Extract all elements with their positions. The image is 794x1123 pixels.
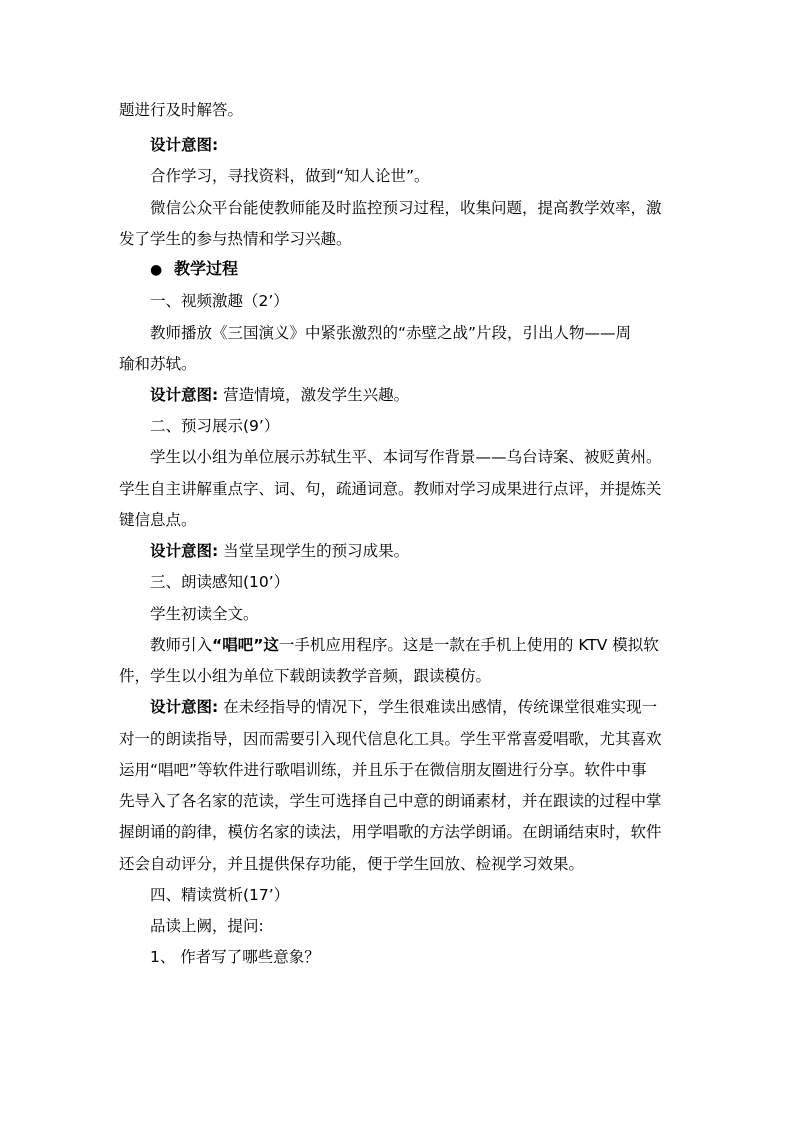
paragraph-text: 教师引入 (150, 636, 213, 654)
subsection-title: 一、视频激趣（2’） (150, 292, 289, 310)
design-intent-line (150, 697, 680, 717)
paragraph-line: 键信息点。 (119, 511, 197, 529)
paragraph-line: 学生自主讲解重点字、词、句，疏通词意。教师对学习成果进行点评，并提炼关 (119, 480, 662, 498)
design-intent-label: 设计意图: (150, 542, 219, 560)
subsection-title: 二、预习展示(9’） (150, 417, 280, 435)
design-intent-text: 当堂呈现学生的预习成果。 (218, 542, 410, 560)
design-intent-label: 设计意图: (150, 698, 219, 716)
design-intent-line (150, 385, 680, 405)
section-heading: 教学过程 (174, 259, 239, 278)
paragraph-line: 合作学习，寻找资料，做到“知人论世”。 (150, 167, 430, 185)
design-intent-text: 营造情境，激发学生兴趣。 (218, 386, 410, 404)
paragraph-line (150, 635, 680, 655)
paragraph-line: 还会自动评分，并且提供保存功能，便于学生回放、检视学习效果。 (119, 855, 585, 873)
subsection-title: 三、朗读感知(10’） (150, 573, 290, 591)
paragraph-line: 教师播放《三国演义》中紧张激烈的“赤壁之战”片段，引出人物——周 (150, 324, 632, 342)
bullet-icon: ● (150, 262, 163, 278)
paragraph-line: 学生以小组为单位展示苏轼生平、本词写作背景——乌台诗案、被贬黄州。 (150, 448, 662, 466)
paragraph-line: 题进行及时解答。 (119, 101, 244, 119)
paragraph-line: 握朗诵的韵律，模仿名家的读法，用学唱歌的方法学朗诵。在朗诵结束时，软件 (119, 823, 662, 841)
design-intent-text: 在未经指导的情况下，学生很难读出感情，传统课堂很难实现一 (218, 698, 658, 716)
paragraph-line: 瑜和苏轼。 (119, 355, 197, 373)
design-intent-label: 设计意图: (150, 386, 219, 404)
paragraph-line: 微信公众平台能使教师能及时监控预习过程，收集问题，提高教学效率，激 (150, 199, 662, 217)
paragraph-line: 学生初读全文。 (150, 605, 259, 623)
design-intent-label: 设计意图: (150, 136, 219, 154)
paragraph-line: 先导入了各名家的范读，学生可选择自己中意的朗诵素材，并在跟读的过程中掌 (119, 792, 662, 810)
question-item: 1、 作者写了哪些意象？ (150, 948, 320, 966)
subsection-title: 四、精读赏析(17’） (150, 886, 290, 904)
paragraph-text: 一手机应用程序。这是一款在手机上使用的 KTV 模拟软 (278, 636, 659, 654)
app-name-text: “唱吧”这 (212, 636, 279, 654)
paragraph-line: 品读上阙，提问: (150, 917, 264, 935)
paragraph-line: 件，学生以小组为单位下载朗读教学音频，跟读模仿。 (119, 667, 492, 685)
design-intent-line (150, 541, 680, 561)
paragraph-line: 运用“唱吧”等软件进行歌唱训练，并且乐于在微信朋友圈进行分享。软件中事 (119, 761, 647, 779)
paragraph-line: 发了学生的参与热情和学习兴趣。 (119, 230, 352, 248)
paragraph-line: 对一的朗读指导，因而需要引入现代信息化工具。学生平常喜爱唱歌，尤其喜欢 (119, 730, 662, 748)
